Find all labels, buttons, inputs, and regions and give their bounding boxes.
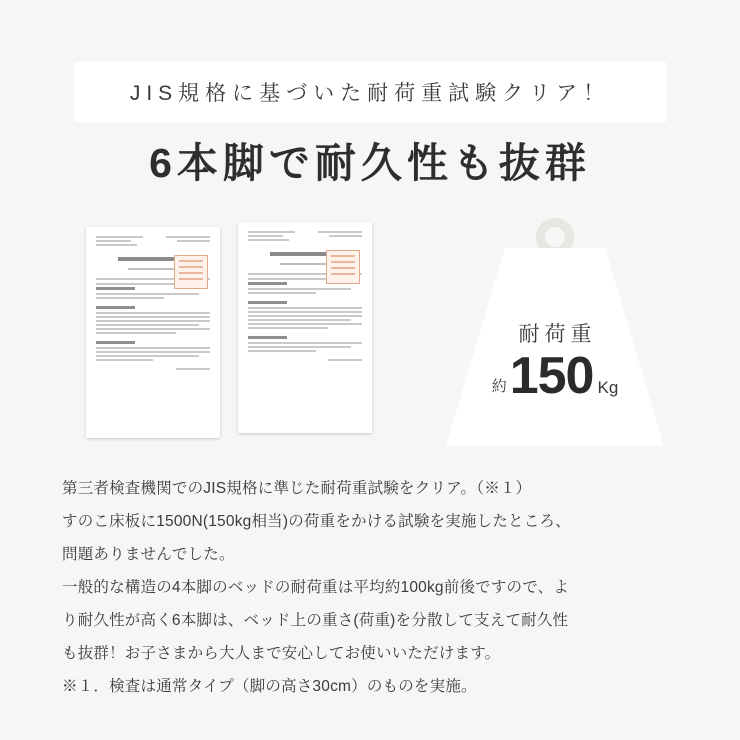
certificate-header-right	[248, 231, 362, 243]
body-line: り耐久性が高く6本脚は、ベッド上の重さ(荷重)を分散して支えて耐久性	[62, 612, 569, 629]
text-line	[96, 320, 210, 322]
text-line	[96, 297, 164, 299]
text-line	[248, 319, 351, 321]
certificate-document-left	[86, 227, 220, 438]
certificate-section	[96, 306, 210, 334]
certificate-subtitle-line	[128, 268, 178, 270]
signature-line	[328, 359, 362, 361]
text-line	[248, 235, 283, 237]
text-line	[248, 231, 295, 233]
body-line: すのこ床板に1500N(150kg相当)の荷重をかける試験を実施したところ、	[62, 513, 571, 530]
certificate-images	[86, 222, 386, 442]
text-line	[166, 236, 210, 238]
text-line	[96, 332, 176, 334]
text-line	[96, 359, 153, 361]
text-line	[329, 235, 362, 237]
text-line	[248, 239, 289, 241]
text-line	[96, 236, 143, 238]
text-line	[248, 307, 362, 309]
certificate-header-right-col	[155, 236, 210, 244]
body-line: 第三者検査機関でのJIS規格に準じた耐荷重試験をクリア。（※１）	[62, 480, 532, 497]
section-heading-line	[96, 287, 135, 290]
text-line	[177, 240, 210, 242]
load-capacity-unit: Kg	[597, 378, 619, 397]
text-line	[248, 292, 316, 294]
body-line: 一般的な構造の4本脚のベッドの耐荷重は平均約100kg前後ですので、よ	[62, 579, 570, 596]
section-heading-line	[248, 282, 287, 285]
text-line	[248, 323, 362, 325]
text-line	[96, 316, 210, 318]
text-line	[318, 231, 362, 233]
certificate-header-right-col	[307, 231, 362, 239]
load-capacity-value: 150	[509, 347, 594, 405]
load-capacity-value-row	[491, 347, 619, 405]
text-line	[96, 324, 199, 326]
text-line	[96, 328, 210, 330]
official-stamp-icon	[174, 255, 208, 289]
text-line	[96, 240, 131, 242]
approx-symbol: 約	[491, 378, 507, 395]
text-line	[248, 342, 362, 344]
section-heading-line	[96, 306, 135, 309]
text-line	[248, 288, 351, 290]
body-copy	[62, 472, 682, 703]
certificate-header-left-col	[248, 231, 307, 243]
body-line: も抜群！お子さまから大人まで安心してお使いいただけます。	[62, 645, 501, 662]
text-line	[248, 327, 328, 329]
text-line	[248, 315, 362, 317]
load-capacity-label: 耐荷重	[518, 323, 597, 346]
text-line	[248, 346, 351, 348]
text-line	[96, 312, 210, 314]
text-line	[248, 350, 316, 352]
headline-band-text: JIS規格に基づいた耐荷重試験クリア！	[129, 82, 611, 105]
certificate-header-left-col	[96, 236, 155, 248]
text-line	[248, 311, 362, 313]
text-line	[96, 355, 199, 357]
body-footnote: ※１．検査は通常タイプ（脚の高さ30cm）のものを実施。	[62, 678, 477, 695]
certificate-header-left	[96, 236, 210, 248]
text-line	[96, 347, 210, 349]
page-title: 6本脚で耐久性も抜群	[149, 140, 591, 186]
section-heading-line	[96, 341, 135, 344]
certificate-document-right	[238, 222, 372, 433]
certificate-section	[96, 341, 210, 361]
certificate-section	[248, 301, 362, 329]
weight-block-text	[446, 248, 664, 446]
certificate-section	[248, 336, 362, 352]
signature-line	[176, 368, 210, 370]
official-stamp-icon	[326, 250, 360, 284]
body-line: 問題ありませんでした。	[62, 546, 235, 563]
section-heading-line	[248, 336, 287, 339]
text-line	[96, 244, 137, 246]
headline-band	[74, 62, 666, 122]
text-line	[96, 293, 199, 295]
text-line	[96, 351, 210, 353]
certificate-subtitle-line	[280, 263, 330, 265]
load-capacity-badge	[438, 218, 670, 450]
section-heading-line	[248, 301, 287, 304]
